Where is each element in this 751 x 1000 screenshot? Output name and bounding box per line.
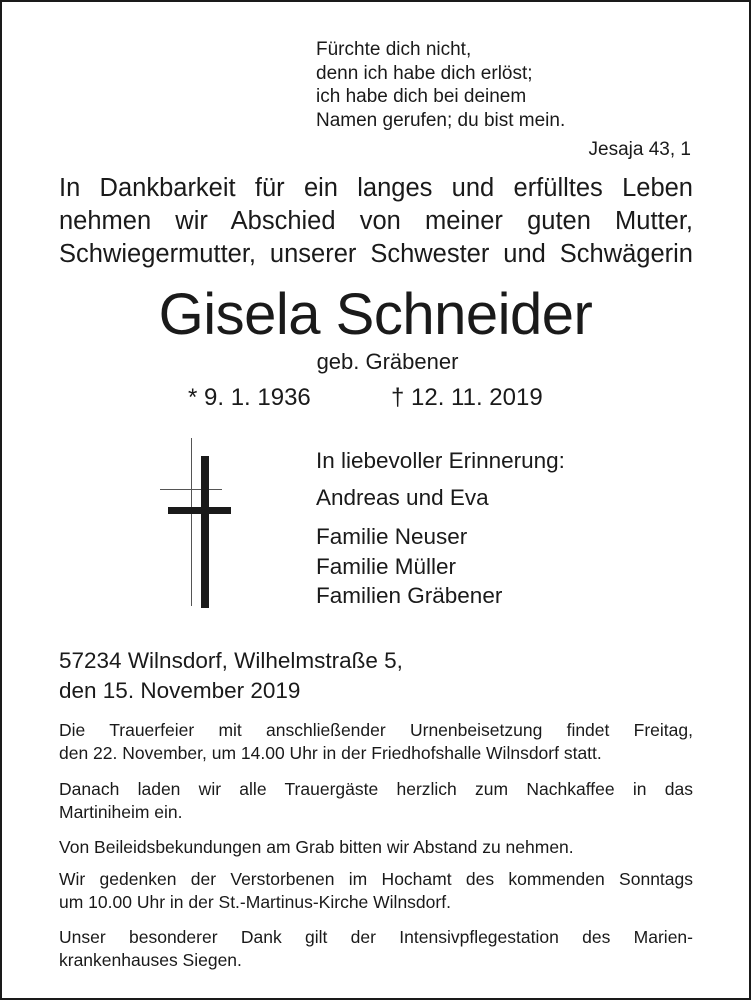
- address-date: den 15. November 2019: [59, 678, 301, 703]
- info-line: Wir gedenken der Verstorbenen im Hochamt des kommenden Sonntags: [59, 869, 693, 889]
- family-name: Familie Neuser: [316, 524, 468, 549]
- intro-line: Schwiegermutter, unserer Schwester und Schwägerin: [59, 240, 693, 268]
- info-thanks: [59, 926, 693, 972]
- bible-verse: [316, 38, 565, 132]
- verse-line: Fürchte dich nicht,: [316, 39, 472, 60]
- mourner-families: [316, 522, 502, 611]
- intro-text: [59, 172, 693, 271]
- info-funeral: [59, 719, 693, 765]
- info-line: krankenhauses Siegen.: [59, 950, 242, 970]
- family-name: Familien Gräbener: [316, 583, 503, 608]
- cross-thin-vertical: [191, 438, 192, 606]
- info-line: den 22. November, um 14.00 Uhr in der Friedhofshalle Wilnsdorf statt.: [59, 743, 602, 763]
- intro-line: nehmen wir Abschied von meiner guten Mutter,: [59, 207, 693, 235]
- verse-line: ich habe dich bei deinem: [316, 86, 527, 107]
- info-line: Von Beileidsbekundungen am Grab bitten wir Abstand zu nehmen.: [59, 837, 574, 857]
- cross-thin-horizontal: [160, 489, 222, 490]
- info-coffee: [59, 778, 693, 824]
- cross-vertical-bar: [201, 456, 209, 608]
- info-line: Unser besonderer Dank gilt der Intensivpflegestation des Marien-: [59, 927, 693, 947]
- info-mass: [59, 868, 693, 914]
- info-line: um 10.00 Uhr in der St.-Martinus-Kirche Wilnsdorf.: [59, 892, 451, 912]
- info-condolences: [59, 836, 693, 859]
- death-date: † 12. 11. 2019: [391, 384, 543, 411]
- info-line: Martiniheim ein.: [59, 802, 183, 822]
- cross-horizontal-bar: [168, 507, 231, 514]
- birth-date: * 9. 1. 1936: [188, 384, 311, 411]
- verse-reference: Jesaja 43, 1: [588, 139, 691, 160]
- address-street: 57234 Wilnsdorf, Wilhelmstraße 5,: [59, 648, 403, 673]
- memory-heading: In liebevoller Erinnerung:: [316, 448, 565, 473]
- address-block: [59, 646, 403, 706]
- cross-icon: [160, 438, 240, 608]
- intro-line: In Dankbarkeit für ein langes und erfülltes Leben: [59, 174, 693, 202]
- verse-line: Namen gerufen; du bist mein.: [316, 109, 566, 131]
- family-name: Familie Müller: [316, 553, 457, 579]
- info-line: Danach laden wir alle Trauergäste herzlich zum Nachkaffee in das: [59, 779, 693, 799]
- maiden-name: geb. Gräbener: [316, 349, 459, 374]
- info-line: Die Trauerfeier mit anschließender Urnenbeisetzung findet Freitag,: [59, 720, 693, 740]
- deceased-name: Gisela Schneider: [158, 282, 593, 347]
- mourner-first: Andreas und Eva: [316, 485, 489, 510]
- verse-line: denn ich habe dich erlöst;: [316, 62, 533, 84]
